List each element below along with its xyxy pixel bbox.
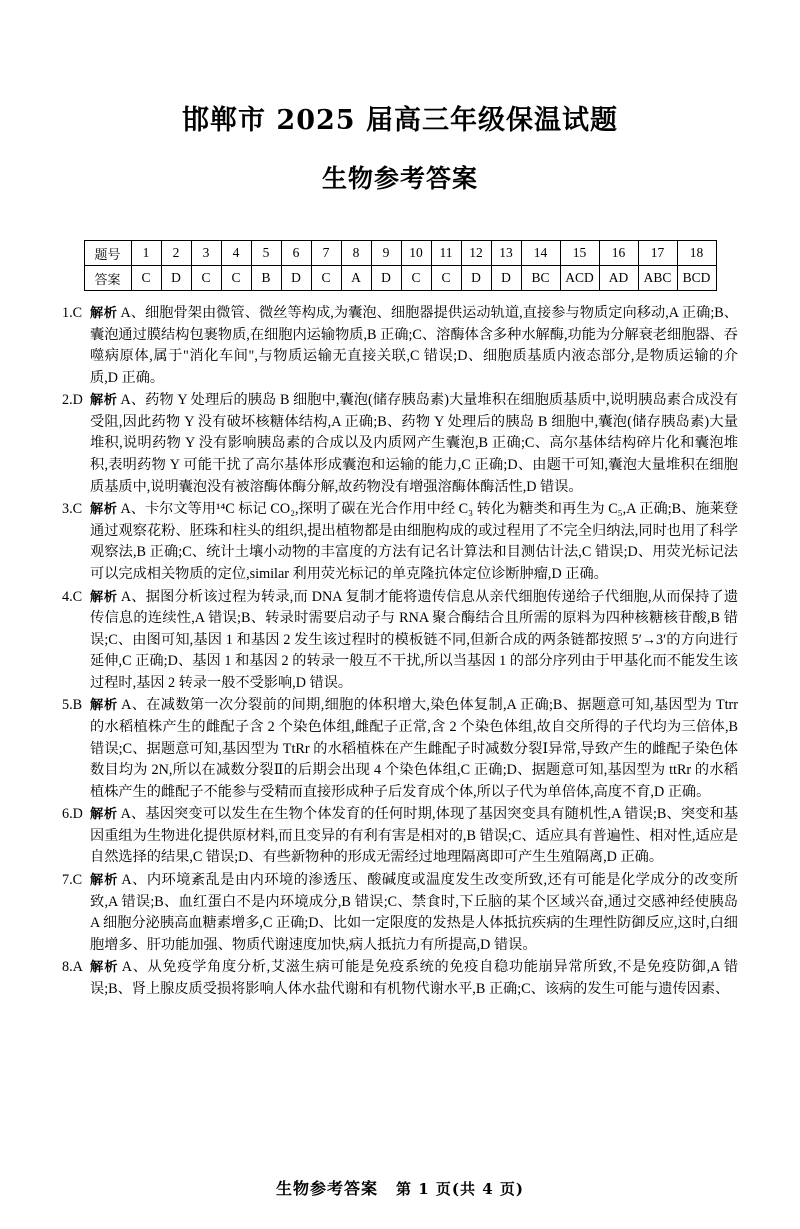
explanations-list — [62, 303, 738, 1001]
table-row-answers — [84, 266, 716, 291]
explanation-lead: 解析 — [90, 960, 119, 976]
list-item — [62, 499, 738, 585]
answer-cell: C — [431, 266, 461, 291]
table-row-question-numbers — [84, 241, 716, 266]
answer-cell: B — [251, 266, 281, 291]
list-item — [62, 870, 738, 956]
explanation-body — [90, 957, 738, 1000]
question-number-cell: 8 — [341, 241, 371, 266]
question-number-cell: 6 — [281, 241, 311, 266]
page-footer — [0, 1176, 800, 1199]
explanation-lead: 解析 — [90, 698, 119, 714]
explanation-body — [90, 303, 738, 389]
explanation-index: 5.B — [62, 697, 83, 714]
explanation-index: 2.D — [62, 392, 83, 409]
list-item — [62, 390, 738, 498]
list-item — [62, 804, 738, 869]
answer-sheet-page — [0, 98, 800, 1229]
explanation-text: A、细胞骨架由微管、微丝等构成,为囊泡、细胞器提供运动轨道,直接参与物质定向移动,A 正确;B、囊泡通过膜结构包裹物质,在细胞内运输物质,B 正确;C、溶酶体含多种水解酶,功能为分解衰老细胞器、吞噬病原体,属于"消化车间",与物质运输无直接关联,C 错误;D、细胞质基质内液态部分,是物质运输的介质,D 正确。 — [90, 305, 738, 386]
explanation-text: A、从免疫学角度分析,艾滋生病可能是免疫系统的免疫自稳功能崩异常所致,不是免疫防御,A 错误;B、肾上腺皮质受损将影响人体水盐代谢和有机物代谢水平,B 正确;C、该病的发生可能与遗传因素、 — [90, 959, 739, 997]
question-number-cell: 17 — [638, 241, 677, 266]
answer-cell: D — [281, 266, 311, 291]
answer-cell: D — [491, 266, 521, 291]
answer-cell: C — [191, 266, 221, 291]
explanation-text: A、卡尔文等用¹⁴C 标记 CO₂,探明了碳在光合作用中经 C₃ 转化为糖类和再生为 C₅,A 正确;B、施莱登通过观察花粉、胚珠和柱头的组织,提出植物都是由细胞构成的或过程用了不完全归纳法,同时也用了科学观察法,B 正确;C、统计土壤小动物的丰富度的方法有记名计算法和目测估计法,C 错误;D、用荧光标记法可以完成相关物质的定位,similar 利用荧光标记的单克隆抗体定位诊断肿瘤,D 正确。 — [90, 501, 738, 582]
explanation-body — [90, 499, 738, 585]
question-number-cell: 5 — [251, 241, 281, 266]
answer-cell: C — [221, 266, 251, 291]
explanation-text: A、基因突变可以发生在生物个体发育的任何时期,体现了基因突变具有随机性,A 错误;B、突变和基因重组为生物进化提供原材料,而且变异的有利有害是相对的,B 错误;C、适应具有普遍性、相对性,适应是自然选择的结果,C 错误;D、有些新物种的形成无需经过地理隔离即可产生生殖隔离,D 正确。 — [90, 806, 739, 866]
question-number-cell: 15 — [560, 241, 599, 266]
question-number-cell: 3 — [191, 241, 221, 266]
answer-cell: AD — [599, 266, 638, 291]
question-number-cell: 16 — [599, 241, 638, 266]
explanation-index: 1.C — [62, 305, 83, 321]
explanation-lead: 解析 — [90, 589, 118, 605]
list-item — [62, 695, 738, 803]
question-number-cell: 11 — [431, 241, 461, 266]
explanation-body — [90, 804, 738, 869]
answer-cell: C — [401, 266, 431, 291]
explanation-text: A、内环境紊乱是由内环境的渗透压、酸碱度或温度发生改变所致,还有可能是化学成分的改变所致,A 错误;B、血红蛋白不是内环境成分,B 错误;C、禁食时,下丘脑的某个区域兴奋,通过交感神经使胰岛 A 细胞分泌胰高血糖素增多,C 正确;D、比如一定限度的发热是人体抵抗疾病的生理性防御反应,这时,白细胞增多、肝功能加强、物质代谢速度加快,病人抵抗力有所提高,D 错误。 — [90, 872, 739, 953]
explanation-body — [90, 390, 738, 498]
row-label-answer: 答案 — [84, 266, 131, 291]
question-number-cell: 18 — [677, 241, 716, 266]
explanation-index: 6.D — [62, 806, 83, 823]
explanation-text: A、药物 Y 处理后的胰岛 B 细胞中,囊泡(储存胰岛素)大量堆积在细胞质基质中,说明胰岛素合成没有受阻,因此药物 Y 没有破坏核糖体结构,A 正确;B、药物 Y 处理后的胰岛 B 细胞中,囊泡(储存胰岛素)大量堆积,说明药物 Y 没有影响胰岛素的合成以及内质网产生囊泡,B 正确;C、高尔基体结构碎片化和囊泡堆积,表明药物 Y 可能干扰了高尔基体形成囊泡和运输的能力,C 正确;D、由题干可知,囊泡大量堆积在细胞质基质中,说明囊泡没有被溶酶体酶分解,故药物没有增强溶酶体酶活性,D 错误。 — [90, 392, 738, 495]
list-item — [62, 957, 738, 1000]
answer-cell: C — [311, 266, 341, 291]
answer-cell: C — [131, 266, 161, 291]
question-number-cell: 7 — [311, 241, 341, 266]
answer-table — [84, 240, 717, 291]
explanation-body — [90, 870, 738, 956]
row-label-question: 题号 — [84, 241, 131, 266]
question-number-cell: 10 — [401, 241, 431, 266]
footer-title: 生物参考答案 — [276, 1179, 379, 1198]
answer-table-wrap — [62, 240, 738, 291]
question-number-cell: 13 — [491, 241, 521, 266]
explanation-text: A、据图分析该过程为转录,而 DNA 复制才能将遗传信息从亲代细胞传递给子代细胞,从而保持了遗传信息的连续性,A 错误;B、转录时需要启动子与 RNA 聚合酶结合且所需的原料为四种核糖核苷酸,B 错误;C、由图可知,基因 1 和基因 2 发生该过程时的模板链不同,但新合成的两条链都按照 5′→3′的方向进行延伸,C 正确;D、基因 1 和基因 2 的转录一般互不干扰,所以当基因 1 的部分序列由于甲基化而不能发生该过程时,基因 2 转录一般不受影响,D 错误。 — [90, 588, 739, 691]
question-number-cell: 4 — [221, 241, 251, 266]
question-number-cell: 12 — [461, 241, 491, 266]
answer-cell: BC — [521, 266, 560, 291]
explanation-index: 3.C — [62, 501, 83, 518]
answer-cell: D — [461, 266, 491, 291]
explanation-index: 8.A — [62, 959, 83, 976]
answer-cell: ACD — [560, 266, 599, 291]
explanation-body — [90, 695, 738, 803]
footer-page-number: 第 1 页(共 4 页) — [396, 1180, 524, 1198]
explanation-index: 7.C — [62, 872, 83, 889]
explanation-index: 4.C — [62, 588, 83, 605]
question-number-cell: 14 — [521, 241, 560, 266]
answer-cell: BCD — [677, 266, 716, 291]
explanation-lead: 解析 — [90, 807, 118, 823]
answer-cell: ABC — [638, 266, 677, 291]
answer-cell: D — [161, 266, 191, 291]
explanation-lead: 解析 — [90, 502, 118, 518]
page-subtitle: 生物参考答案 — [321, 164, 478, 193]
page-title: 邯郸市 2025 届高三年级保温试题 — [182, 105, 618, 136]
answer-cell: A — [341, 266, 371, 291]
explanation-lead: 解析 — [90, 393, 118, 409]
question-number-cell: 1 — [131, 241, 161, 266]
explanation-lead: 解析 — [90, 306, 118, 321]
list-item — [62, 587, 738, 695]
question-number-cell: 2 — [161, 241, 191, 266]
explanation-text: A、在减数第一次分裂前的间期,细胞的体积增大,染色体复制,A 正确;B、据题意可知,基因型为 Ttrr 的水稻植株产生的雌配子含 2 个染色体组,雌配子正常,含 2 个染色体组,故自交所得的子代均为三倍体,B 错误;C、据题意可知,基因型为 TtRr 的水稻植株在产生雌配子时减数分裂Ⅰ异常,导致产生的雌配子染色体数目均为 2N,所以在减数分裂Ⅱ的后期会出现 4 个染色体组,C 正确;D、据题意可知,基因型为 ttRr 的水稻植株产生的雌配子不能参与受精而直接形成种子后发育成个体,所以子代为单倍体,高度不育,D 正确。 — [90, 697, 738, 800]
question-number-cell: 9 — [371, 241, 401, 266]
list-item — [62, 303, 738, 389]
answer-cell: D — [371, 266, 401, 291]
explanation-lead: 解析 — [90, 873, 119, 889]
explanation-body — [90, 587, 738, 695]
